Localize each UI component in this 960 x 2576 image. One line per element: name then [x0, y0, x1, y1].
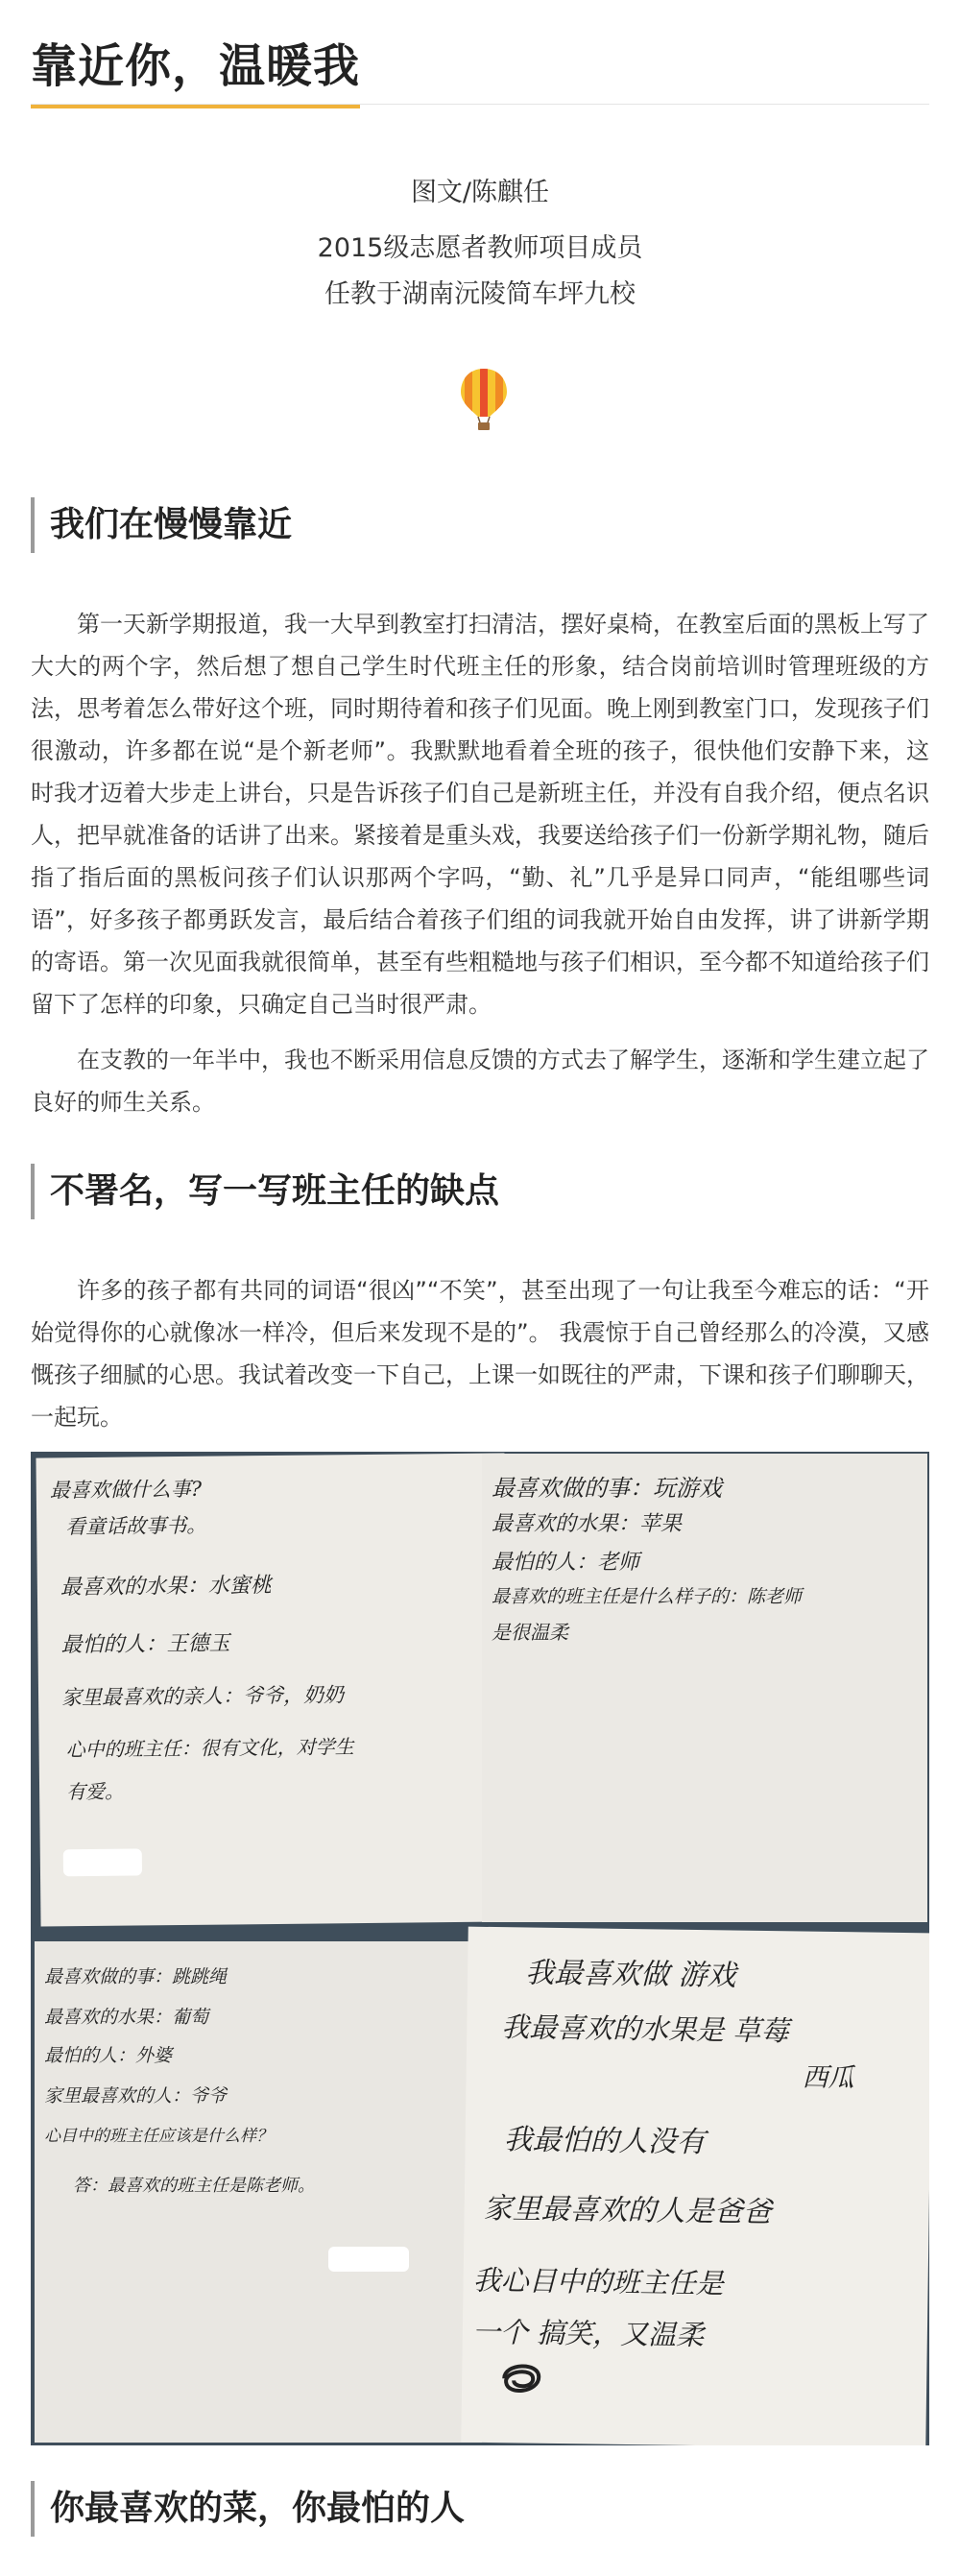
byline-school: 任教于湖南沅陵简车坪九校	[324, 279, 636, 309]
title-area	[31, 0, 929, 105]
scribble-mark	[494, 2355, 549, 2402]
hot-air-balloon-icon	[457, 367, 511, 432]
note-sheet: 最喜欢做的事：跳跳绳 最喜欢的水果：葡萄 最怕的人：外婆 家里最喜欢的人：爷爷 心目中的班主任应该是什么样？ 答：最喜欢的班主任是陈老师。	[35, 1941, 482, 2443]
section-heading-favorite-dish: 你最喜欢的菜，你最怕的人	[31, 2481, 929, 2537]
section-heading-getting-closer: 我们在慢慢靠近	[31, 497, 929, 553]
paragraph: 许多的孩子都有共同的词语“很凶”“不笑”，甚至出现了一句让我至今难忘的话：“开始觉得你的心就像冰一样冷，但后来发现不是的”。 我震惊于自己曾经那么的冷漠，又感慨孩子细腻的心思。我试着改变一下自己，上课一如既往的严肃，下课和孩子们聊聊天，一起玩。	[31, 1277, 929, 1431]
redaction-mark	[328, 2247, 409, 2272]
section-heading-anonymous-feedback: 不署名，写一写班主任的缺点	[31, 1164, 929, 1219]
redaction-mark	[63, 1848, 142, 1876]
note-sheet: 我最喜欢做 游戏 我最喜欢的水果是 草莓 西瓜 我最怕的人没有 家里最喜欢的人是爸爸 我心目中的班主任是 一个 搞笑，又温柔	[461, 1927, 929, 2445]
note-sheet: 最喜欢做的事：玩游戏 最喜欢的水果：苹果 最怕的人：老师 最喜欢的班主任是什么样子的：陈老师 是很温柔	[482, 1454, 927, 1922]
handwritten-notes-photo	[31, 1452, 929, 2445]
paragraph: 第一天新学期报道，我一大早到教室打扫清洁，摆好桌椅，在教室后面的黑板上写了大大的两个字，然后想了想自己学生时代班主任的形象，结合岗前培训时管理班级的方法，思考着怎么带好这个班，同时期待着和孩子们见面。晚上刚到教室门口，发现孩子们很激动，许多都在说“是个新老师”。我默默地看着全班的孩子，很快他们安静下来，这时我才迈着大步走上讲台，只是告诉孩子们自己是新班主任，并没有自我介绍，便点名识人，把早就准备的话讲了出来。紧接着是重头戏，我要送给孩子们一份新学期礼物，随后指了指后面的黑板问孩子们认识那两个字吗，“勤、礼”几乎是异口同声，“能组哪些词语”，好多孩子都勇跃发言，最后结合着孩子们组的词我就开始自由发挥，讲了讲新学期的寄语。第一次见面我就很简单，甚至有些粗糙地与孩子们相识，至今都不知道给孩子们留下了怎样的印象，只确定自己当时很严肃。	[31, 611, 929, 1018]
paragraph: 在支教的一年半中，我也不断采用信息反馈的方式去了解学生，逐渐和学生建立起了良好的师生关系。	[31, 1047, 929, 1116]
byline-author: 图文/陈麒任	[410, 178, 550, 207]
article-title: 靠近你，温暖我	[31, 29, 360, 108]
byline-role: 2015级志愿者教师项目成员	[317, 233, 643, 263]
note-sheet: 最喜欢做什么事? 看童话故事书。 最喜欢的水果：水蜜桃 最怕的人：王德玉 家里最喜欢的亲人：爷爷，奶奶 心中的班主任：很有文化，对学生 有爱。	[36, 1453, 509, 1926]
